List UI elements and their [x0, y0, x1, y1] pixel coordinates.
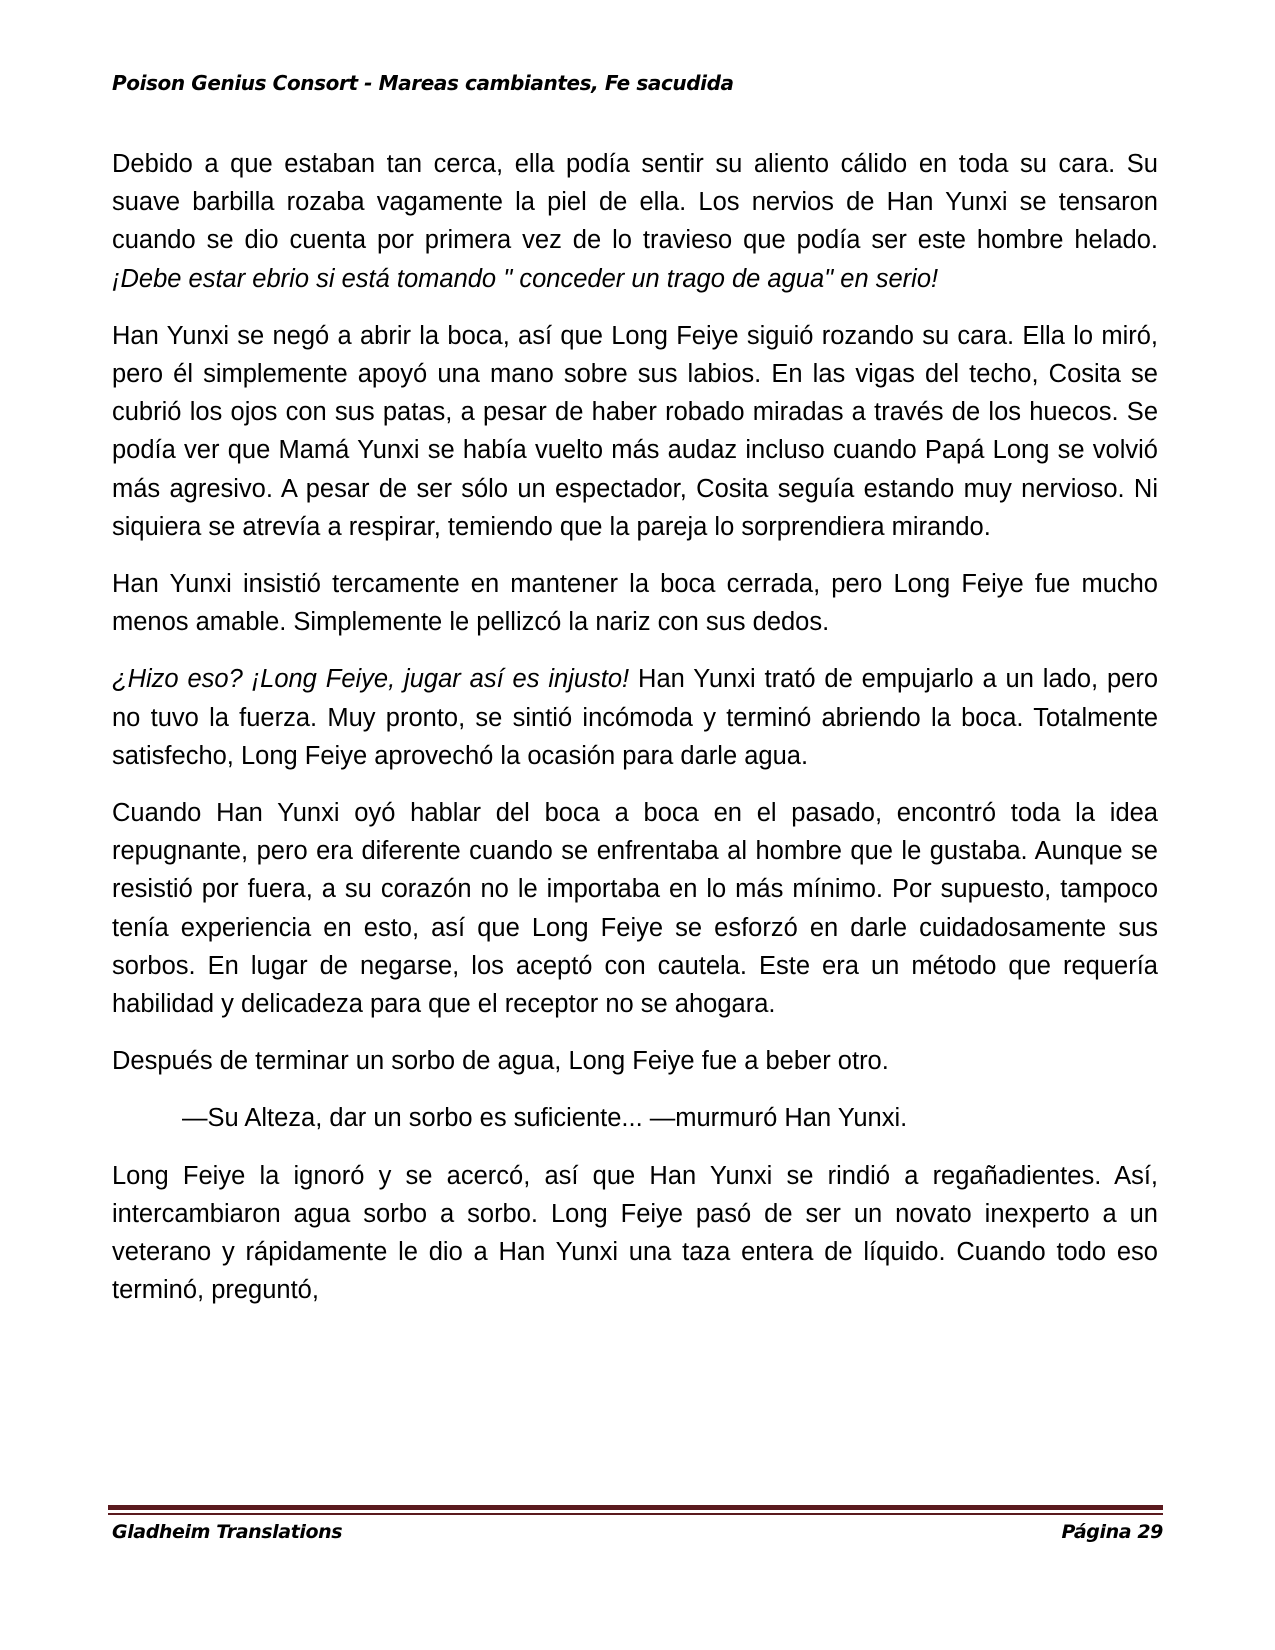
- italic-thought: ¿Hizo eso? ¡Long Feiye, jugar así es injusto!: [112, 665, 630, 694]
- paragraph: Han Yunxi se negó a abrir la boca, así que Long Feiye siguió rozando su cara. Ella lo miró, pero él simplemente apoyó una mano sobre sus labios. En las vigas del techo, Cosita se cubrió los ojos con sus patas, a pesar de haber robado miradas a través de los huecos. Se podía ver que Mamá Yunxi se había vuelto más audaz incluso cuando Papá Long se volvió más agresivo. A pesar de ser sólo un espectador, Cosita seguía estando muy nervioso. Ni siquiera se atrevía a respirar, temiendo que la pareja lo sorprendiera mirando.: [112, 321, 1158, 541]
- footer-rule-thick: [108, 1505, 1163, 1510]
- paragraph: Después de terminar un sorbo de agua, Long Feiye fue a beber otro.: [112, 1047, 889, 1076]
- paragraph: [112, 660, 1158, 775]
- paragraph: Long Feiye la ignoró y se acercó, así que Han Yunxi se rindió a regañadientes. Así, intercambiaron agua sorbo a sorbo. Long Feiye pasó de ser un novato inexperto a un veterano y rápidamente le dio a Han Yunxi una taza entera de líquido. Cuando todo eso terminó, preguntó,: [112, 1161, 1158, 1305]
- body-text: [112, 145, 1158, 1328]
- footer-rule-thin: [108, 1513, 1163, 1515]
- paragraph: Han Yunxi insistió tercamente en mantener la boca cerrada, pero Long Feiye fue mucho menos amable. Simplemente le pellizcó la nariz con sus dedos.: [112, 570, 1158, 637]
- page-header: Poison Genius Consort - Mareas cambiantes, Fe sacudida: [112, 71, 734, 95]
- dialogue-line: —Su Alteza, dar un sorbo es suficiente... —murmuró Han Yunxi.: [182, 1104, 908, 1133]
- paragraph-text: Debido a que estaban tan cerca, ella podía sentir su aliento cálido en toda su cara. Su suave barbilla rozaba vagamente la piel de ella. Los nervios de Han Yunxi se tensaron cuando se dio cuenta por primera vez de lo travieso que podía ser este hombre helado.: [112, 150, 1158, 255]
- paragraph: [112, 145, 1158, 298]
- paragraph: Cuando Han Yunxi oyó hablar del boca a boca en el pasado, encontró toda la idea repugnante, pero era diferente cuando se enfrentaba al hombre que le gustaba. Aunque se resistió por fuera, a su corazón no le importaba en lo más mínimo. Por supuesto, tampoco tenía experiencia en esto, así que Long Feiye se esforzó en darle cuidadosamente sus sorbos. En lugar de negarse, los aceptó con cautela. Este era un método que requería habilidad y delicadeza para que el receptor no se ahogara.: [112, 799, 1158, 1019]
- page-number: Página 29: [1061, 1521, 1163, 1543]
- footer-publisher: Gladheim Translations: [112, 1521, 343, 1543]
- italic-thought: ¡Debe estar ebrio si está tomando " conceder un trago de agua" en serio!: [112, 264, 939, 293]
- paragraph-text: Han Yunxi trató de empujarlo a un lado, pero no tuvo la fuerza. Muy pronto, se sintió incómoda y terminó abriendo la boca. Totalmente satisfecho, Long Feiye aprovechó la ocasión para darle agua.: [112, 665, 1159, 770]
